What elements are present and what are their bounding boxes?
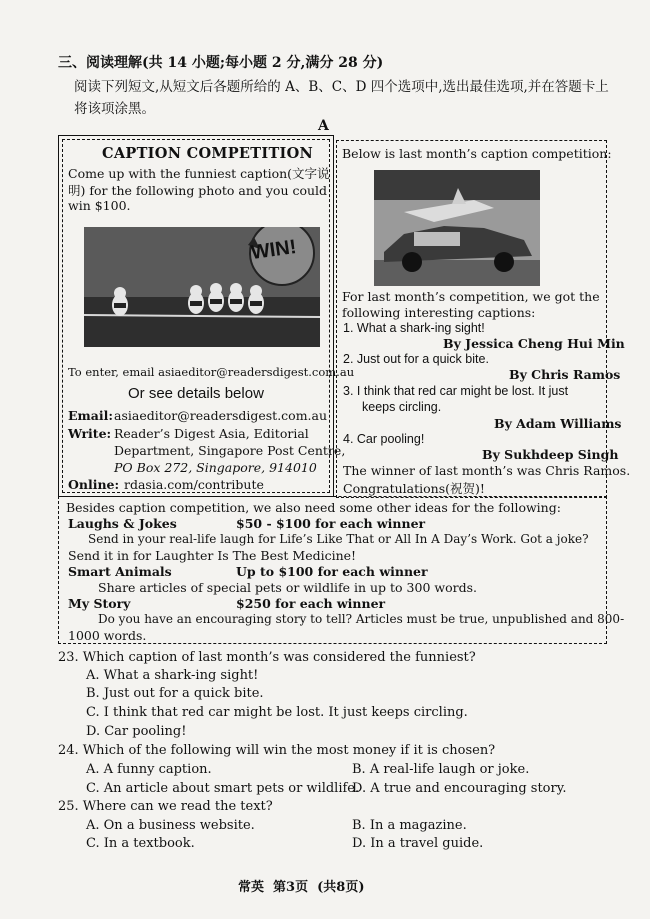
online-value: rdasia.com/contribute [124, 477, 264, 492]
page-footer: 常英 第3页 (共8页) [238, 880, 365, 895]
shark-car-photo [374, 170, 540, 286]
write-line-3: PO Box 272, Singapore, 914010 [114, 460, 317, 475]
caption-2-author: By Chris Ramos [509, 367, 621, 382]
caption-3-cont: keeps circling. [362, 400, 442, 414]
intro-line-3: win $100. [68, 198, 131, 213]
q25-option-a: A. On a business website. [86, 818, 255, 833]
caption-4: 4. Car pooling! [343, 432, 425, 446]
my-story-line-1: Do you have an encouraging story to tell? Articles must be true, unpublished and 800- [98, 612, 625, 626]
write-line-2: Department, Singapore Post Centre, [114, 443, 346, 458]
other-ideas-intro: Besides caption competition, we also need some other ideas for the following: [66, 500, 561, 515]
caption-1-author: By Jessica Cheng Hui Min [443, 336, 625, 351]
q24-option-c: C. An article about smart pets or wildlife. [86, 781, 360, 796]
section-heading: 三、阅读理解(共 14 小题;每小题 2 分,满分 28 分) [58, 55, 384, 71]
question-25: 25. Where can we read the text? [58, 799, 273, 814]
caption-competition-title: CAPTION COMPETITION [102, 145, 314, 162]
q23-option-d: D. Car pooling! [86, 724, 187, 739]
passage-label: A [318, 118, 329, 134]
online-label: Online: [68, 477, 120, 492]
caption-3-author: By Adam Williams [494, 416, 622, 431]
q23-option-c: C. I think that red car might be lost. It just keeps circling. [86, 705, 468, 720]
q23-option-b: B. Just out for a quick bite. [86, 686, 264, 701]
question-23: 23. Which caption of last month’s was considered the funniest? [58, 650, 476, 665]
email-value: asiaeditor@readersdigest.com.au [114, 408, 328, 423]
write-line-1: Reader’s Digest Asia, Editorial [114, 426, 309, 441]
caption-3: 3. I think that red car might be lost. It just [343, 384, 569, 398]
email-label: Email: [68, 408, 113, 423]
right-intro-line-1: For last month’s competition, we got the [342, 289, 600, 304]
enter-line: To enter, email asiaeditor@readersdigest.com.au [68, 365, 355, 379]
laughs-jokes-line-2: Send it in for Laughter Is The Best Medicine! [68, 548, 357, 563]
my-story-title: My Story [68, 596, 131, 611]
birds-photo [84, 227, 320, 347]
q25-option-d: D. In a travel guide. [352, 836, 484, 851]
smart-animals-title: Smart Animals [68, 564, 172, 579]
q23-option-a: A. What a shark-ing sight! [86, 668, 259, 683]
caption-1: 1. What a shark-ing sight! [343, 321, 485, 335]
q24-option-a: A. A funny caption. [86, 762, 212, 777]
question-24: 24. Which of the following will win the most money if it is chosen? [58, 743, 496, 758]
intro-line-2: 明) for the following photo and you could [68, 183, 328, 198]
right-panel-heading: Below is last month’s caption competition: [342, 146, 612, 161]
laughs-jokes-prize: $50 - $100 for each winner [236, 516, 426, 531]
caption-2: 2. Just out for a quick bite. [343, 352, 489, 366]
shark-car-illustration [374, 170, 540, 286]
write-label: Write: [68, 426, 112, 441]
q24-option-b: B. A real-life laugh or joke. [352, 762, 530, 777]
smart-animals-prize: Up to $100 for each winner [236, 564, 428, 579]
q24-option-d: D. A true and encouraging story. [352, 781, 567, 796]
intro-line-1: Come up with the funniest caption(文字说 [68, 166, 330, 181]
winner-line-2: Congratulations(祝贺)! [343, 481, 485, 496]
laughs-jokes-line-1: Send in your real-life laugh for Life’s Like That or All In A Day’s Work. Got a joke? [88, 532, 589, 546]
my-story-prize: $250 for each winner [236, 596, 386, 611]
q25-option-c: C. In a textbook. [86, 836, 195, 851]
or-details-heading: Or see details below [128, 385, 264, 402]
my-story-line-2: 1000 words. [68, 628, 147, 643]
q25-option-b: B. In a magazine. [352, 818, 467, 833]
section-instructions: 阅读下列短文,从短文后各题所给的 A、B、C、D 四个选项中,选出最佳选项,并在答题卡上将该项涂黑。 [74, 79, 609, 117]
laughs-jokes-title: Laughs & Jokes [68, 516, 177, 531]
win-badge: WIN! [249, 235, 298, 265]
right-intro-line-2: following interesting captions: [342, 305, 536, 320]
winner-line-1: The winner of last month’s was Chris Ramos. [343, 463, 631, 478]
smart-animals-line-1: Share articles of special pets or wildlife in up to 300 words. [98, 580, 477, 595]
caption-4-author: By Sukhdeep Singh [482, 447, 619, 462]
